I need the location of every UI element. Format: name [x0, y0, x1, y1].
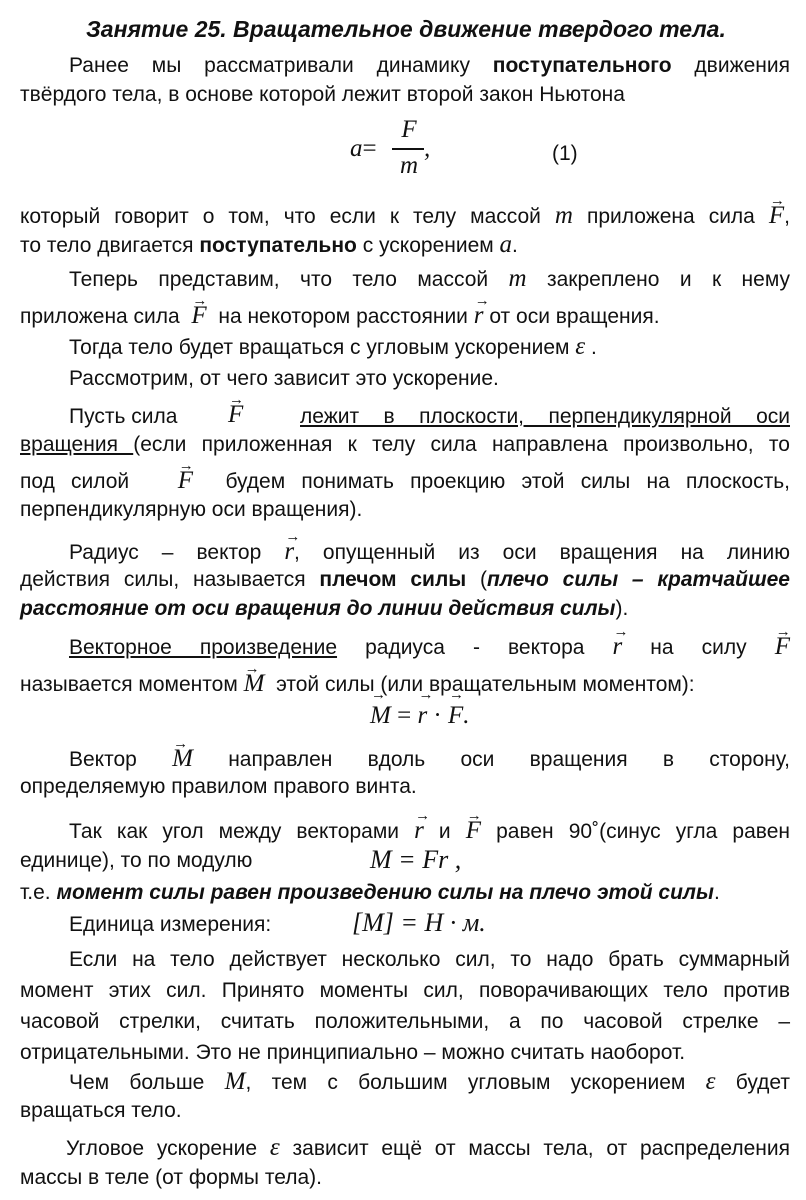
paragraph-line: момент этих сил. Принято моменты сил, поворачивающих тело против — [20, 979, 790, 1002]
page-title: Занятие 25. Вращательное движение твердого тела. — [86, 16, 726, 42]
paragraph-line: Угловое ускорение ε зависит ещё от массы тела, от распределения — [66, 1134, 790, 1161]
paragraph-line: Если на тело действует несколько сил, то надо брать суммарный — [69, 948, 790, 971]
paragraph-line: то тело двигается поступательно с ускорением a. — [20, 231, 518, 258]
paragraph-line: Вектор → M направлен вдоль оси вращения в сторону, — [69, 746, 790, 773]
paragraph-line: единице), то по модулю — [20, 849, 253, 872]
paragraph-line: Векторное произведение радиуса - вектора → r на силу → F — [69, 634, 790, 661]
vector-f: → F — [228, 402, 258, 429]
paragraph-line: массы в теле (от формы тела). — [20, 1166, 322, 1189]
paragraph-line: Теперь представим, что тело массой m закреплено и к нему — [69, 265, 790, 292]
paragraph-line: расстояние от оси вращения до линии действия силы). — [20, 597, 629, 620]
paragraph-line: часовой стрелки, считать положительными, а по часовой стрелке – — [20, 1010, 790, 1033]
paragraph-line: Рассмотрим, от чего зависит это ускорение. — [69, 367, 499, 390]
paragraph-line: Чем больше M, тем с большим угловым ускорением ε будет — [69, 1068, 790, 1095]
paragraph-line: Радиус – вектор → r, опущенный из оси вращения на линию — [69, 539, 790, 566]
formula-unit: [M] = H · м. — [352, 908, 486, 937]
paragraph-line: Так как угол между векторами → r и → F равен 90˚(синус угла равен — [69, 818, 790, 845]
paragraph-line: вращения (если приложенная к телу сила направлена произвольно, то — [20, 433, 790, 456]
formula-moment-modulus: M = Fr , — [370, 845, 462, 874]
paragraph-line: отрицательными. Это не принципиально – можно считать наоборот. — [20, 1041, 686, 1064]
paragraph-line: Ранее мы рассматривали динамику поступательного движения — [69, 54, 790, 77]
equation-number: (1) — [552, 142, 578, 165]
paragraph-line: твёрдого тела, в основе которой лежит второй закон Ньютона — [20, 83, 625, 106]
formula-moment-vector: → M = → r · → F. — [370, 702, 470, 730]
paragraph-line: приложена сила → F на некотором расстоянии → r от оси вращения. — [20, 303, 790, 330]
paragraph-line: Пусть сила — [69, 405, 178, 428]
paragraph-line: который говорит о том, что если к телу массой m приложена сила → F, — [20, 203, 790, 230]
formula-comma: , — [424, 135, 431, 162]
paragraph-line: определяемую правилом правого винта. — [20, 775, 417, 798]
paragraph-line: лежит в плоскости, перпендикулярной оси — [300, 405, 790, 428]
paragraph-line: под силой → F будем понимать проекцию этой силы на плоскость, — [20, 468, 790, 495]
formula-newton: a= — [350, 135, 377, 162]
formula-denominator: m — [399, 152, 419, 179]
paragraph-line: действия силы, называется плечом силы (плечо силы – кратчайшее — [20, 568, 790, 591]
paragraph-line: т.е. момент силы равен произведению силы на плечо этой силы. — [20, 881, 720, 904]
fraction-bar — [392, 148, 424, 150]
paragraph-line: перпендикулярную оси вращения). — [20, 498, 363, 521]
paragraph-line: Единица измерения: — [69, 913, 272, 936]
paragraph-line: вращаться тело. — [20, 1099, 182, 1122]
paragraph-line: Тогда тело будет вращаться с угловым ускорением ε . — [69, 333, 597, 360]
formula-numerator: F — [401, 116, 417, 143]
paragraph-line: называется моментом → M этой силы (или вращательным моментом): — [20, 671, 790, 698]
